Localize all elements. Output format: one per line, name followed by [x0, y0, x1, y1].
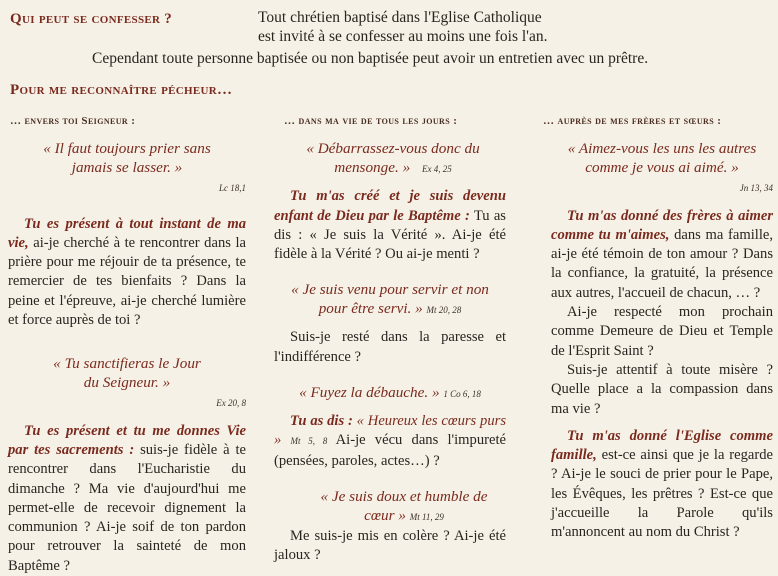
body-text: ai-je cherché à te rencontrer dans la prière pour me réjouir de ta présence, te remercier de tes bienfaits ? Dans la peine et l'épreuve, ai-je cherché lumière et force auprès de toi ?	[8, 234, 246, 329]
scripture-reference: Mt 20, 28	[426, 305, 462, 316]
question-heading: Qui peut se confesser ?	[10, 11, 173, 27]
scripture-quote	[274, 383, 506, 404]
body-text: Ai-je vécu dans l'impureté (pensées, paroles, actes…) ?	[274, 432, 506, 469]
scripture-reference: Lc 18,1	[219, 183, 246, 194]
scripture-reference: Jn 13, 34	[739, 183, 773, 194]
quote-text: « Je suis venu pour servir et non pour être servi. »	[291, 281, 489, 318]
scripture-quote: « Tu sanctifieras le Jour du Seigneur. »	[53, 355, 201, 392]
body-text: est-ce ainsi que je la regarde ? Ai-je le souci de prier pour le Pape, les Évêques, les prêtres ? Est-ce que j'accueille la Parole qu'ils m'annoncent au nom du Christ ?	[551, 447, 773, 541]
emphasis-text: Tu m'as donné des frères à aimer comme tu m'aimes,	[551, 207, 773, 243]
scripture-reference: Mt 11, 29	[409, 511, 444, 522]
emphasis-text: Tu es présent et tu me donnes Vie par tes sacrements :	[8, 422, 246, 458]
paragraph	[551, 427, 773, 543]
scripture-quote: « Il faut toujours prier sans jamais se lasser. »	[43, 140, 211, 177]
emphasis-text: Tu m'as donné l'Eglise comme famille,	[551, 427, 773, 464]
scripture-quote: « Aimez-vous les uns les autres comme je vous ai aimé. »	[567, 140, 757, 177]
scripture-reference: Ex 4, 25	[421, 164, 452, 175]
scripture-reference: Ex 20, 8	[216, 398, 246, 409]
answer-line-2: est invité à se confesser au moins une fois l'an.	[258, 28, 548, 45]
body-text: dans ma famille, ai-je été témoin de ton amour ? Dans la confiance, la gratuité, la présence aux autres, l'accueil de chacun, … ?	[551, 226, 774, 301]
quote-text: « Je suis doux et humble de cœur »	[320, 487, 488, 524]
body-text: Tu as dis : « Je suis la Vérité ». Ai-je été fidèle à la Vérité ? Ou ai-je menti ?	[274, 207, 506, 263]
body-text: suis-je fidèle à te rencontrer dans l'Eucharistie du dimanche ? Ma vie d'aujourd'hui me permet-elle de recevoir dignement la communion ? Ai-je soif de ton pardon pour retrouver la sainteté de mon Baptême ?	[8, 441, 246, 574]
scripture-quote	[274, 139, 506, 179]
scripture-reference: Mt 5, 8	[290, 436, 328, 447]
paragraph	[274, 187, 506, 264]
emphasis-text: Tu es présent à tout instant de ma vie,	[8, 215, 246, 251]
quote-text: « Débarrassez-vous donc du mensonge. »	[306, 140, 480, 177]
column-seigneur	[8, 112, 246, 576]
column-freres-soeurs	[543, 112, 774, 543]
paragraph: Suis-je resté dans la paresse et l'indifférence ?	[274, 329, 506, 365]
paragraph	[8, 422, 246, 576]
column-heading: … auprès de mes frères et sœurs :	[543, 115, 722, 127]
emphasis-text: Tu m'as créé et je suis devenu enfant de Dieu par le Baptême :	[274, 188, 506, 224]
quote-text: « Fuyez la débauche. »	[299, 384, 440, 402]
column-heading: … dans ma vie de tous les jours :	[284, 115, 458, 127]
answer-text	[258, 8, 547, 46]
paragraph: Ai-je respecté mon prochain comme Demeure de Dieu et Temple de l'Esprit Saint ?	[551, 304, 773, 359]
scripture-quote	[274, 280, 506, 320]
paragraph: Me suis-je mis en colère ? Ai-je été jaloux ?	[274, 527, 506, 564]
paragraph	[551, 207, 773, 303]
inline-quote: « Heureux les cœurs purs »	[274, 413, 506, 449]
paragraph	[274, 412, 506, 471]
emphasis-text: Tu as dis :	[290, 413, 353, 430]
scripture-quote	[274, 487, 506, 527]
scripture-reference: 1 Co 6, 18	[443, 389, 481, 400]
column-heading: … envers toi Seigneur :	[10, 115, 136, 127]
answer-line-1: Tout chrétien baptisé dans l'Eglise Catholique	[258, 9, 542, 26]
column-vie-quotidienne	[274, 112, 506, 566]
paragraph	[8, 215, 246, 331]
paragraph: Suis-je attentif à toute misère ? Quelle place a la compassion dans ma vie ?	[551, 361, 773, 417]
section-title: Pour me reconnaître pécheur…	[10, 82, 233, 98]
note-text: Cependant toute personne baptisée ou non baptisée peut avoir un entretien avec un prêtre.	[92, 50, 649, 67]
